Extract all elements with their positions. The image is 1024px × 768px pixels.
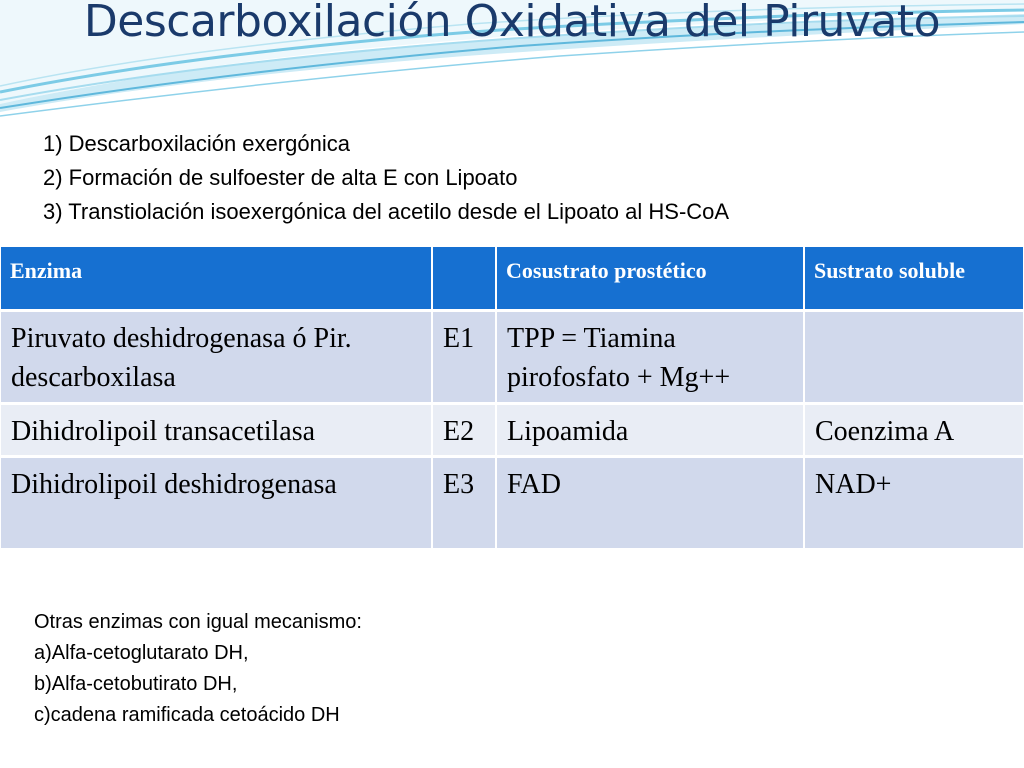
table-row xyxy=(1,456,1024,548)
table-header-row xyxy=(1,247,1024,310)
step-item: 3) Transtiolación isoexergónica del acetilo desde el Lipoato al HS-CoA xyxy=(43,199,730,224)
cell-code: E2 xyxy=(432,403,496,456)
enzyme-table xyxy=(1,247,1024,548)
cell-code: E3 xyxy=(432,456,496,548)
cell-substrate: Coenzima A xyxy=(804,403,1024,456)
list-item: b)Alfa-cetobutirato DH, xyxy=(34,673,238,695)
cell-substrate: NAD+ xyxy=(804,456,1024,548)
header-cosustrato: Cosustrato prostético xyxy=(496,247,804,310)
header-enzima: Enzima xyxy=(1,247,432,310)
cell-cosubstrate: TPP = Tiamina pirofosfato + Mg++ xyxy=(496,310,804,403)
table-row xyxy=(1,310,1024,403)
slide-title: Descarboxilación Oxidativa del Piruvato xyxy=(83,0,941,47)
other-enzymes-heading: Otras enzimas con igual mecanismo: xyxy=(34,611,362,633)
header-code xyxy=(432,247,496,310)
cell-enzyme: Dihidrolipoil transacetilasa xyxy=(1,403,432,456)
step-item: 1) Descarboxilación exergónica xyxy=(43,131,350,156)
cell-enzyme: Piruvato deshidrogenasa ó Pir. descarboxilasa xyxy=(1,310,432,403)
list-item: c)cadena ramificada cetoácido DH xyxy=(34,704,340,726)
other-enzymes-list xyxy=(34,607,362,731)
step-item: 2) Formación de sulfoester de alta E con Lipoato xyxy=(43,165,518,190)
header-sustrato: Sustrato soluble xyxy=(804,247,1024,310)
cell-enzyme: Dihidrolipoil deshidrogenasa xyxy=(1,456,432,548)
cell-code: E1 xyxy=(432,310,496,403)
cell-cosubstrate: FAD xyxy=(496,456,804,548)
cell-substrate xyxy=(804,310,1024,403)
list-item: a)Alfa-cetoglutarato DH, xyxy=(34,642,249,664)
cell-cosubstrate: Lipoamida xyxy=(496,403,804,456)
table-row xyxy=(1,403,1024,456)
steps-list xyxy=(43,127,729,229)
